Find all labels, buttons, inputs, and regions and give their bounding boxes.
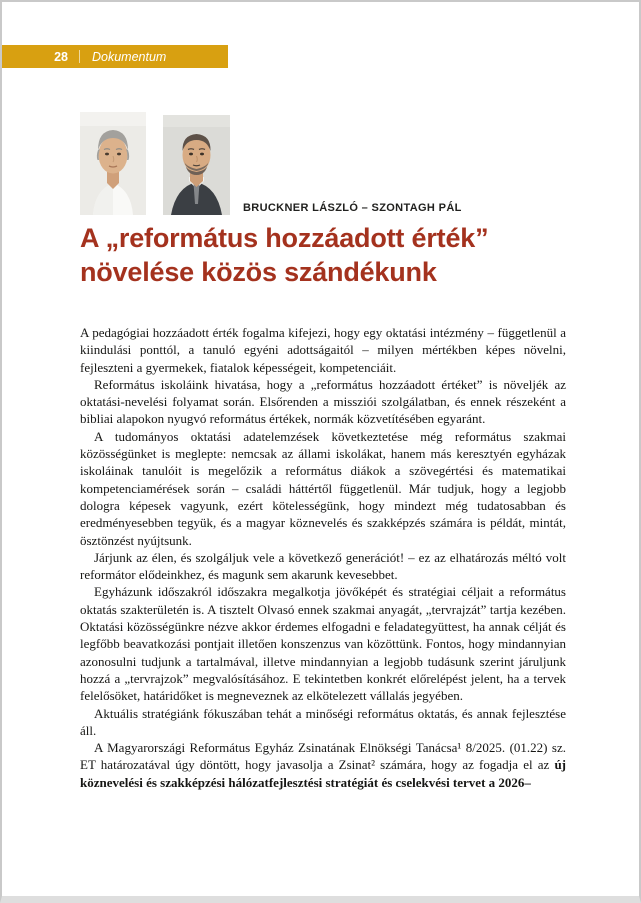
article-title-line-2: növelése közös szándékunk bbox=[80, 257, 437, 287]
authors-block bbox=[80, 112, 462, 215]
article-title bbox=[80, 221, 600, 289]
paragraph: A tudományos oktatási adatelemzések következtetése még református szakmai közösségünket is meglepte: nemcsak az állami iskolákat, hanem más keresztyén egyházak iskoláinak tanulóit is megelőzik a református diákok a szövegértési és matematikai kompetenciamérések során – családi háttértől függetlenül. Már tudjuk, hogy a legjobb dologra képesek vagyunk, ezért kötelességünk, hogy mindezt még tudatosabban és eredményesebben tegyük, és a magyar köznevelés és szakképzés számára is példát, mintát, ösztönzést nyújtsunk. bbox=[80, 428, 566, 548]
header-divider bbox=[79, 50, 80, 63]
article-title-line-1: A „református hozzáadott érték” bbox=[80, 223, 489, 253]
author-photo-szontagh bbox=[163, 115, 230, 215]
page-header-bar bbox=[2, 45, 228, 68]
paragraph: Aktuális stratégiánk fókuszában tehát a minőségi református oktatás, és annak fejlesztése áll. bbox=[80, 705, 566, 738]
paragraph: Egyházunk időszakról időszakra megalkotja jövőképét és stratégiai céljait a református oktatás szakterületén is. A tisztelt Olvasó ennek szakmai anyagát, „tervrajzát” tartja kezében. Oktatási közösségünkre nézve akkor érdemes elfogadni e feladategyüttest, ha annak célját és legfőbb beavatkozási pontjait illetően konszenzus van közöttünk. Fontos, hogy mindannyian azonosulni tudjunk a tartalmával, illetve mindannyian a legjobb tudásunk szerint járuljunk hozzá a „tervrajzok” megvalósításához. E tekintetben konkrét előrelépést jelent, ha a tervek felelősöket, határidőket is megneveznek az elkötelezett vállalás jegyében. bbox=[80, 584, 566, 704]
paragraph: A Magyarországi Református Egyház Zsinatának Elnökségi Tanácsa¹ 8/2025. (01.22) sz. ET határozatával úgy döntött, hogy javasolja a Zsinat² számára, hogy az fogadja el az új köznevelési és szakképzési hálózatfejlesztési stratégiát és cselekvési tervet a 2026– bbox=[80, 740, 566, 790]
paragraph: Járjunk az élen, és szolgáljuk vele a következő generációt! – ez az elhatározás méltó volt reformátor elődeinkhez, és magunk sem akarunk kevesebbet. bbox=[80, 549, 566, 583]
page-number: 28 bbox=[54, 49, 68, 64]
paragraph: Református iskoláink hivatása, hogy a „református hozzáadott értéket” is növeljék az oktatási-nevelési folyamat során. Elsőrenden a missziói szolgálatban, és ennek részeként a bibliai alapokon nyugvó református értékek, normák közvetítésében egyaránt. bbox=[80, 376, 566, 427]
section-label: Dokumentum bbox=[92, 49, 167, 64]
authors-names: BRUCKNER LÁSZLÓ – SZONTAGH PÁL bbox=[243, 202, 462, 214]
author-photo-bruckner bbox=[80, 112, 146, 215]
paragraph: A pedagógiai hozzáadott érték fogalma kifejezi, hogy egy oktatási intézmény – függetlenül a kiindulási ponttól, a tanuló egyéni adottságaitól – milyen mértékben képes növelni, fejleszteni a gyermekek, fiatalok képességeit, kompetenciáit. bbox=[80, 325, 566, 375]
article-body bbox=[80, 324, 566, 791]
